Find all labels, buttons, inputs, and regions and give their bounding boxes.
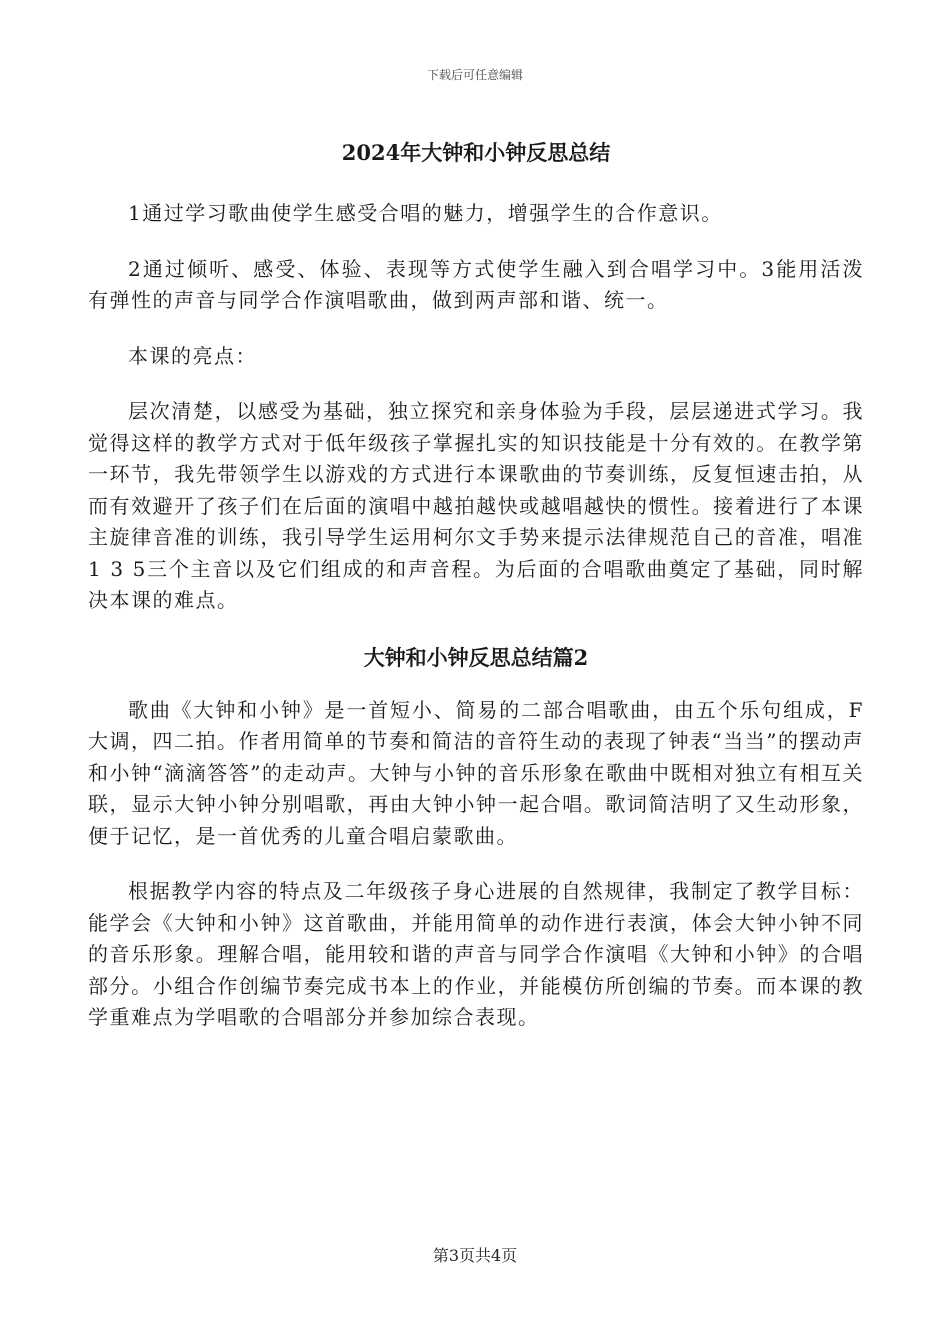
page-header: 下载后可任意编辑 xyxy=(426,68,523,82)
paragraph-highlights-label: 本课的亮点： xyxy=(128,343,257,368)
document-body xyxy=(88,138,864,1058)
paragraph-goal-2-3: 2通过倾听、感受、体验、表现等方式使学生融入到合唱学习中。3能用活泼有弹性的声音与同学合作演唱歌曲，做到两声部和谐、统一。 xyxy=(88,256,864,312)
paragraph-goal-1: 1通过学习歌曲使学生感受合唱的魅力，增强学生的合作意识。 xyxy=(128,201,723,225)
paragraph-song-intro: 歌曲《大钟和小钟》是一首短小、简易的二部合唱歌曲，由五个乐句组成，F大调，四二拍。作者用简单的节奏和简洁的音符生动的表现了钟表“当当”的摆动声和小钟“滴滴答答”的走动声。大钟与小钟的音乐形象在歌曲中既相对独立有相互关联，显示大钟小钟分别唱歌，再由大钟小钟一起合唱。歌词简洁明了又生动形象，便于记忆，是一首优秀的儿童合唱启蒙歌曲。 xyxy=(88,697,864,848)
page-footer: 第3页共4页 xyxy=(432,1246,518,1265)
document-title: 2024年大钟和小钟反思总结 xyxy=(341,140,611,165)
paragraph-teaching-goals: 根据教学内容的特点及二年级孩子身心进展的自然规律，我制定了教学目标：能学会《大钟和小钟》这首歌曲，并能用简单的动作进行表演，体会大钟小钟不同的音乐形象。理解合唱，能用较和谐的声音与同学合作演唱《大钟和小钟》的合唱部分。小组合作创编节奏完成书本上的作业，并能模仿所创编的节奏。而本课的教学重难点为学唱歌的合唱部分并参加综合表现。 xyxy=(88,879,864,1029)
section-subtitle: 大钟和小钟反思总结篇2 xyxy=(363,644,589,670)
paragraph-highlights-body: 层次清楚，以感受为基础，独立探究和亲身体验为手段，层层递进式学习。我觉得这样的教学方式对于低年级孩子掌握扎实的知识技能是十分有效的。在教学第一环节，我先带领学生以游戏的方式进行本课歌曲的节奏训练，反复恒速击拍，从而有效避开了孩子们在后面的演唱中越拍越快或越唱越快的惯性。接着进行了本课主旋律音准的训练，我引导学生运用柯尔文手势来提示法律规范自己的音准，唱准1 3 5三个主音以及它们组成的和声音程。为后面的合唱歌曲奠定了基础，同时解决本课的难点。 xyxy=(88,399,864,612)
